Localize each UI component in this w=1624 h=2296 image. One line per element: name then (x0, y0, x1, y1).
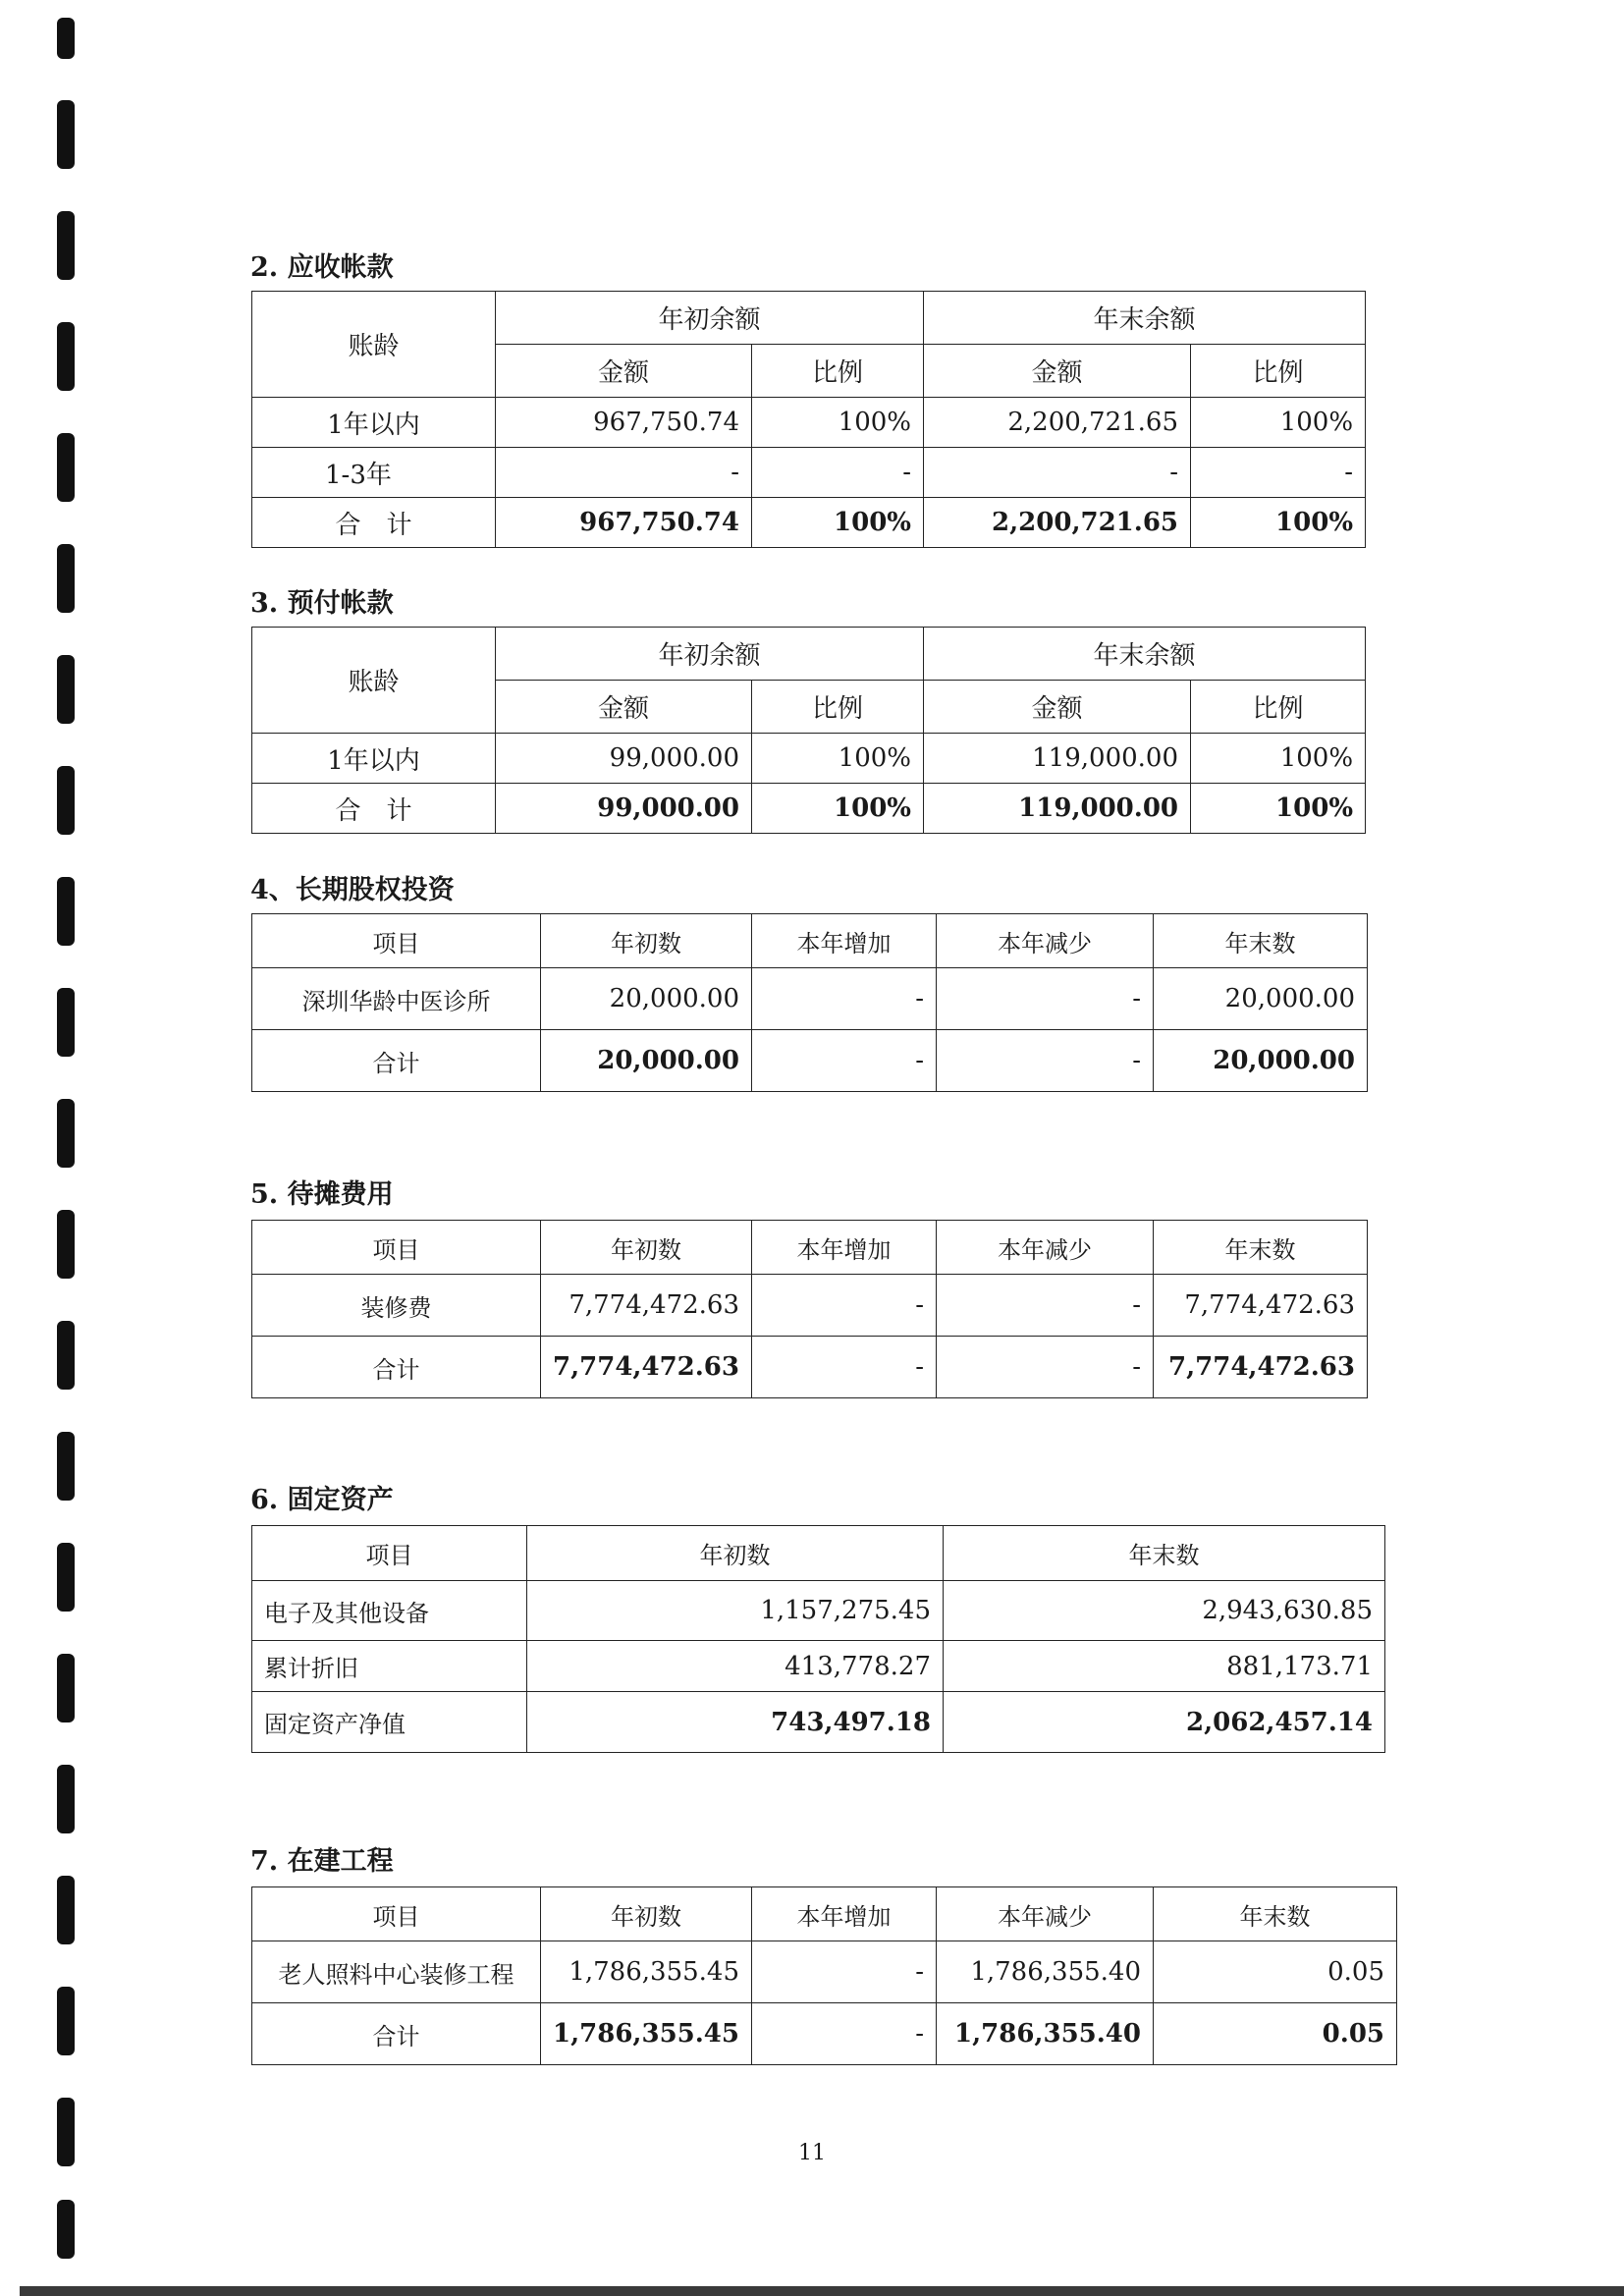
scan-bottom-edge (20, 2286, 1624, 2296)
table-header-row (252, 914, 1368, 968)
increase-value: - (752, 968, 937, 1030)
decrease-value: 1,786,355.40 (937, 1941, 1154, 2003)
row-label: 装修费 (252, 1275, 541, 1337)
end-amount: - (924, 448, 1191, 498)
binding-hole (57, 544, 75, 613)
aging-header: 账龄 (252, 628, 496, 734)
section-title: 7. 在建工程 (250, 1846, 394, 1877)
table-header-row (252, 1887, 1397, 1941)
decrease-value: - (937, 1275, 1154, 1337)
end-value: 20,000.00 (1154, 968, 1368, 1030)
end-header: 年末数 (1154, 1887, 1397, 1941)
total-increase: - (752, 1337, 937, 1398)
total-label: 合计 (252, 2003, 541, 2065)
total-end-amount: 119,000.00 (924, 784, 1191, 834)
total-begin: 1,786,355.45 (541, 2003, 752, 2065)
binding-hole (57, 1543, 75, 1612)
table-row (252, 1581, 1385, 1641)
begin-ratio: 100% (752, 734, 924, 784)
total-end: 7,774,472.63 (1154, 1337, 1368, 1398)
begin-balance-header: 年初余额 (496, 628, 924, 681)
equity-investment-table (251, 913, 1368, 1092)
receivables-table (251, 291, 1366, 548)
table-row (252, 1275, 1368, 1337)
total-end-ratio: 100% (1191, 498, 1366, 548)
ratio-header: 比例 (752, 345, 924, 398)
table-row (252, 734, 1366, 784)
binding-hole (57, 655, 75, 724)
begin-header: 年初数 (541, 1221, 752, 1275)
total-begin-ratio: 100% (752, 784, 924, 834)
total-increase: - (752, 1030, 937, 1092)
binding-hole (57, 1321, 75, 1390)
total-begin-ratio: 100% (752, 498, 924, 548)
end-header: 年末数 (1154, 914, 1368, 968)
binding-hole (57, 766, 75, 835)
total-end-ratio: 100% (1191, 784, 1366, 834)
binding-hole (57, 211, 75, 280)
decrease-header: 本年减少 (937, 1887, 1154, 1941)
amount-header: 金额 (924, 345, 1191, 398)
ratio-header: 比例 (752, 681, 924, 734)
amount-header: 金额 (496, 345, 752, 398)
begin-value: 1,157,275.45 (527, 1581, 944, 1641)
end-value: 881,173.71 (944, 1641, 1385, 1692)
begin-amount: 99,000.00 (496, 734, 752, 784)
binding-hole (57, 1432, 75, 1501)
row-label: 深圳华龄中医诊所 (252, 968, 541, 1030)
decrease-header: 本年减少 (937, 1221, 1154, 1275)
binding-hole (57, 877, 75, 946)
section-title: 5. 待摊费用 (250, 1179, 394, 1210)
begin-ratio: - (752, 448, 924, 498)
total-label: 固定资产净值 (252, 1692, 527, 1753)
construction-table (251, 1886, 1397, 2065)
row-label: 1-3年 (252, 448, 496, 498)
row-label: 累计折旧 (252, 1641, 527, 1692)
deferred-expenses-table (251, 1220, 1368, 1398)
table-total-row (252, 1337, 1368, 1398)
table-row (252, 968, 1368, 1030)
table-row (252, 398, 1366, 448)
total-decrease: - (937, 1337, 1154, 1398)
end-header: 年末数 (944, 1526, 1385, 1581)
total-begin: 7,774,472.63 (541, 1337, 752, 1398)
table-total-row (252, 498, 1366, 548)
total-label: 合计 (252, 1337, 541, 1398)
table-total-row (252, 784, 1366, 834)
total-end: 0.05 (1154, 2003, 1397, 2065)
amount-header: 金额 (924, 681, 1191, 734)
table-total-row (252, 2003, 1397, 2065)
total-decrease: - (937, 1030, 1154, 1092)
increase-header: 本年增加 (752, 1221, 937, 1275)
table-header-row (252, 628, 1366, 681)
begin-balance-header: 年初余额 (496, 292, 924, 345)
binding-hole (57, 18, 75, 59)
increase-header: 本年增加 (752, 914, 937, 968)
total-end: 2,062,457.14 (944, 1692, 1385, 1753)
end-value: 2,943,630.85 (944, 1581, 1385, 1641)
table-header-row (252, 1221, 1368, 1275)
total-begin-amount: 967,750.74 (496, 498, 752, 548)
end-ratio: 100% (1191, 734, 1366, 784)
binding-hole (57, 1099, 75, 1168)
binding-hole (57, 1987, 75, 2055)
section-title: 6. 固定资产 (250, 1485, 394, 1515)
binding-hole (57, 1654, 75, 1722)
total-begin-amount: 99,000.00 (496, 784, 752, 834)
total-label: 合计 (252, 1030, 541, 1092)
item-header: 项目 (252, 1221, 541, 1275)
binding-hole (57, 100, 75, 169)
begin-amount: 967,750.74 (496, 398, 752, 448)
aging-header: 账龄 (252, 292, 496, 398)
begin-ratio: 100% (752, 398, 924, 448)
row-label: 电子及其他设备 (252, 1581, 527, 1641)
table-header-row (252, 292, 1366, 345)
decrease-value: - (937, 968, 1154, 1030)
total-increase: - (752, 2003, 937, 2065)
decrease-header: 本年减少 (937, 914, 1154, 968)
total-end: 20,000.00 (1154, 1030, 1368, 1092)
table-total-row (252, 1692, 1385, 1753)
binding-hole (57, 1876, 75, 1944)
table-row (252, 1641, 1385, 1692)
binding-holes (51, 0, 81, 2296)
total-begin: 20,000.00 (541, 1030, 752, 1092)
item-header: 项目 (252, 1526, 527, 1581)
binding-hole (57, 1765, 75, 1833)
increase-value: - (752, 1275, 937, 1337)
begin-value: 1,786,355.45 (541, 1941, 752, 2003)
binding-hole (57, 433, 75, 502)
section-title: 4、长期股权投资 (250, 875, 455, 905)
end-balance-header: 年末余额 (924, 628, 1366, 681)
begin-value: 20,000.00 (541, 968, 752, 1030)
row-label: 1年以内 (252, 398, 496, 448)
begin-amount: - (496, 448, 752, 498)
table-row (252, 448, 1366, 498)
total-end-amount: 2,200,721.65 (924, 498, 1191, 548)
fixed-assets-table (251, 1525, 1385, 1753)
item-header: 项目 (252, 914, 541, 968)
item-header: 项目 (252, 1887, 541, 1941)
ratio-header: 比例 (1191, 345, 1366, 398)
page-number: 11 (798, 2141, 826, 2165)
end-value: 7,774,472.63 (1154, 1275, 1368, 1337)
section-title: 2. 应收帐款 (250, 252, 394, 283)
end-header: 年末数 (1154, 1221, 1368, 1275)
end-amount: 2,200,721.65 (924, 398, 1191, 448)
row-label: 老人照料中心装修工程 (252, 1941, 541, 2003)
end-ratio: 100% (1191, 398, 1366, 448)
end-ratio: - (1191, 448, 1366, 498)
ratio-header: 比例 (1191, 681, 1366, 734)
table-row (252, 1941, 1397, 2003)
binding-hole (57, 322, 75, 391)
amount-header: 金额 (496, 681, 752, 734)
table-header-row (252, 1526, 1385, 1581)
begin-header: 年初数 (527, 1526, 944, 1581)
total-label: 合 计 (252, 784, 496, 834)
begin-header: 年初数 (541, 914, 752, 968)
increase-value: - (752, 1941, 937, 2003)
prepayments-table (251, 627, 1366, 834)
table-total-row (252, 1030, 1368, 1092)
total-label: 合 计 (252, 498, 496, 548)
binding-hole (57, 988, 75, 1057)
section-title: 3. 预付帐款 (250, 588, 394, 619)
begin-header: 年初数 (541, 1887, 752, 1941)
end-amount: 119,000.00 (924, 734, 1191, 784)
binding-hole (57, 1210, 75, 1279)
binding-hole (57, 2200, 75, 2259)
begin-value: 7,774,472.63 (541, 1275, 752, 1337)
total-begin: 743,497.18 (527, 1692, 944, 1753)
begin-value: 413,778.27 (527, 1641, 944, 1692)
total-decrease: 1,786,355.40 (937, 2003, 1154, 2065)
row-label: 1年以内 (252, 734, 496, 784)
end-value: 0.05 (1154, 1941, 1397, 2003)
end-balance-header: 年末余额 (924, 292, 1366, 345)
increase-header: 本年增加 (752, 1887, 937, 1941)
